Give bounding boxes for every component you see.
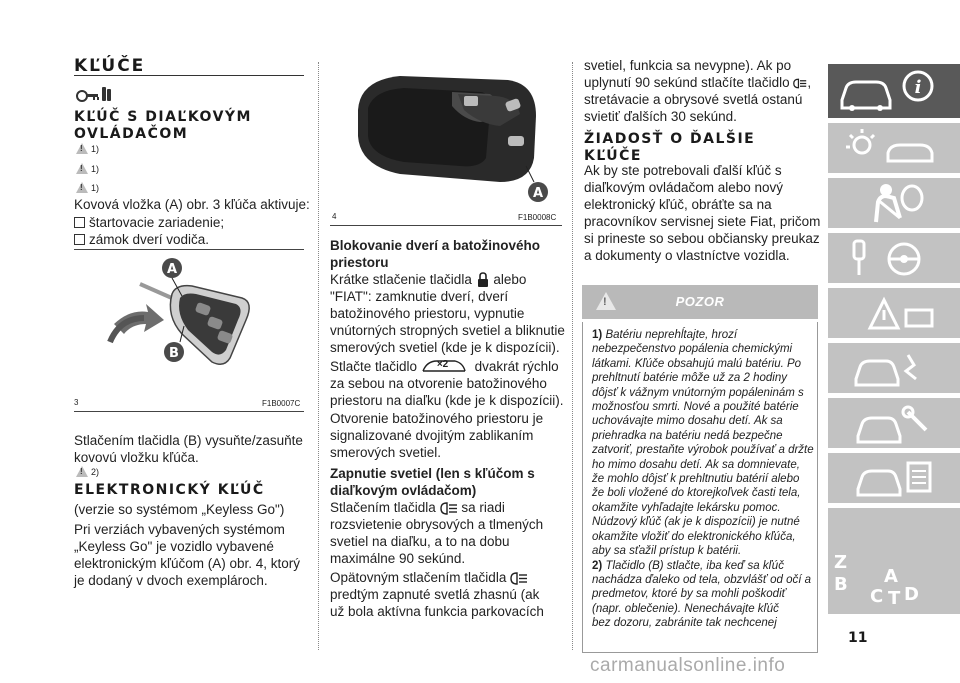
heading-electronic-key: ELEKTRONICKÝ KĽÚČ (74, 482, 265, 498)
figure-callout-b: B (169, 346, 179, 361)
section-title: KĽÚČE (74, 56, 146, 76)
figure-number: 4 (332, 212, 337, 221)
warning-ref[interactable]: ! 2) (76, 466, 99, 477)
heading-lights: Zapnutie svetiel (len s kľúčom s diaľkovým ovládačom) (330, 466, 535, 498)
warning-header: ! POZOR (582, 285, 818, 319)
warning-triangle-icon (76, 143, 88, 154)
sidebar-tab-technical-data[interactable] (828, 453, 960, 503)
column-divider (572, 62, 573, 650)
electronic-key-illustration (340, 62, 562, 204)
headlights-icon (793, 77, 807, 90)
car-info-icon (828, 64, 960, 118)
checkbox-bullet-icon (74, 234, 85, 245)
figure-number: 3 (74, 398, 79, 407)
figure-rule (74, 411, 304, 412)
paragraph: Stlačením tlačidla (B) vysuňte/zasuňte kovovú vložku kľúča. (74, 433, 303, 465)
trunk-button-icon: ×2 (421, 357, 467, 373)
paragraph: (verzie so systémom „Keyless Go") Pri verziách vybavených systémom „Keyless Go" je vozidlo vybavené elektronickým kľúčom (A) obr. 4, ktorý je dodaný v dvoch exemplároch. (74, 502, 300, 588)
watermark: carmanualsonline.info (590, 655, 786, 676)
bullet-item: zámok dverí vodiča. (74, 231, 209, 248)
paragraph: Ak by ste potrebovali ďalší kľúč s diaľkovým ovládačom alebo nový elektronický kľúč, obráťte sa na pracovníkov servisnej siete Fiat, pričom si prineste so sebou občiansky preukaz a dokumenty o vlastníctve vozidla. (584, 163, 821, 263)
checkbox-bullet-icon (74, 217, 85, 228)
sidebar-tab-emergency[interactable] (828, 343, 960, 393)
sidebar-tab-maintenance[interactable] (828, 398, 960, 448)
car-crash-icon (828, 343, 960, 393)
column-divider (318, 62, 319, 650)
sidebar-tab-starting-driving[interactable] (828, 233, 960, 283)
sidebar-tab-safety[interactable] (828, 178, 960, 228)
sidebar-tab-car-info[interactable] (828, 64, 960, 118)
paragraph: Otvorenie batožinového priestoru je signalizované dvojitým zablikaním smerových svetiel. (330, 411, 544, 460)
warning-triangle-icon (828, 288, 960, 338)
figure-code: F1B0008C (518, 213, 557, 222)
title-rule (74, 75, 304, 76)
figure-callout-a: A (166, 262, 178, 277)
page-number: 11 (848, 630, 868, 646)
index-letters-icon: Z B A C T D (834, 552, 919, 609)
heading-lock-doors: Blokovanie dverí a batožinového priestoru (330, 238, 541, 270)
seatbelt-airbag-icon (828, 178, 960, 228)
warning-text-1: 1) Batériu neprehĺtajte, hrozí nebezpečenstvo popálenia chemickými látkami. Kľúče obsahujú malú batériu. Po prehltnutí batérie môže už za 2 hodiny dôjsť k vážnym vnútorným popáleninám s možnosťou smrti. Nové a použité batérie uchovávajte mimo dosahu detí. Ak sa priehradka na batériu nedá bezpečne zatvoriť, prestaňte výrobok používať a držte ho mimo dosahu detí. Ak sa domnievate, že mohlo dôjsť k prehltnutiu batérií alebo že boli vložené do ktorejkoľvek časti tela, okamžite vyhľadajte lekársku pomoc. Núdzový kľúč (ak je k dispozícii) je nutné okamžite vložiť do elektronického kľúča, aby sa sťažil prístup k batérii. 2) Tlačidlo (B) stlačte, iba keď sa kľúč nachádza ďaleko od tela, obzvlášť od očí a predmetov, ktoré by sa mohli poškodiť (napr. oblečenie). Nenechávajte kľúč bez dozoru, zabránite tak nechcenej (592, 329, 814, 630)
key-steering-icon (828, 233, 960, 283)
figure-rule (330, 225, 562, 226)
paragraph: Krátke stlačenie tlačidla alebo "FIAT": zamknutie dverí, dverí batožinového priestoru, vypnutie vnútorných stropných svetiel a bliknutie smerových svetiel (kde je k dispozícii). (330, 272, 565, 355)
dashboard-lights-icon (828, 123, 960, 173)
keys-icon (74, 84, 114, 104)
flip-key-illustration (100, 254, 300, 374)
paragraph: Stlačte tlačidlo ×2 dvakrát rýchlo za sebou na otvorenie batožinového priestoru na diaľku (kde je k dispozícii). (330, 359, 564, 408)
figure-code: F1B0007C (262, 399, 301, 408)
warning-ref[interactable]: ! 1) (76, 143, 99, 154)
figure-callout-a: A (532, 186, 544, 201)
svg-text:i: i (914, 77, 922, 98)
heading-remote-key: KĽÚČ S DIAĽKOVÝM OVLÁDAČOM (74, 109, 252, 142)
warning-ref[interactable]: ! 1) (76, 163, 99, 174)
figure-rule (74, 249, 304, 250)
headlights-icon (440, 502, 458, 515)
wrench-car-icon (828, 398, 960, 448)
sidebar-tab-index[interactable] (828, 508, 960, 614)
warning-triangle-icon (76, 182, 88, 193)
lock-icon (476, 272, 490, 287)
heading-request-keys: ŽIADOSŤ O ĎALŠIE KĽÚČE (584, 131, 756, 164)
warning-title: POZOR (675, 294, 725, 309)
sidebar-tab-warning-lights[interactable] (828, 288, 960, 338)
headlights-icon (510, 572, 528, 585)
warning-triangle-icon (76, 163, 88, 174)
warning-ref[interactable]: ! 1) (76, 182, 99, 193)
car-specs-icon (828, 453, 960, 503)
warning-triangle-icon (76, 466, 88, 477)
bullet-item: štartovacie zariadenie; (74, 214, 224, 231)
paragraph: svetiel, funkcia sa nevypne). Ak po uplynutí 90 sekúnd stlačíte tlačidlo , stretávacie a obrysové svetlá ostanú svietiť ďalších 30 sekúnd. (584, 58, 812, 124)
paragraph: Kovová vložka (A) obr. 3 kľúča aktivuje: (74, 197, 310, 212)
paragraph: Opätovným stlačením tlačidla predtým zapnuté svetlá zhasnú (ak už bola aktívna funkcia parkovacích (330, 570, 544, 619)
paragraph: Stlačením tlačidla sa riadi rozsvietenie obrysových a tlmených svetiel na diaľku, a to na dobu maximálne 90 sekúnd. (330, 500, 544, 566)
sidebar-tab-dashboard-lights[interactable] (828, 123, 960, 173)
